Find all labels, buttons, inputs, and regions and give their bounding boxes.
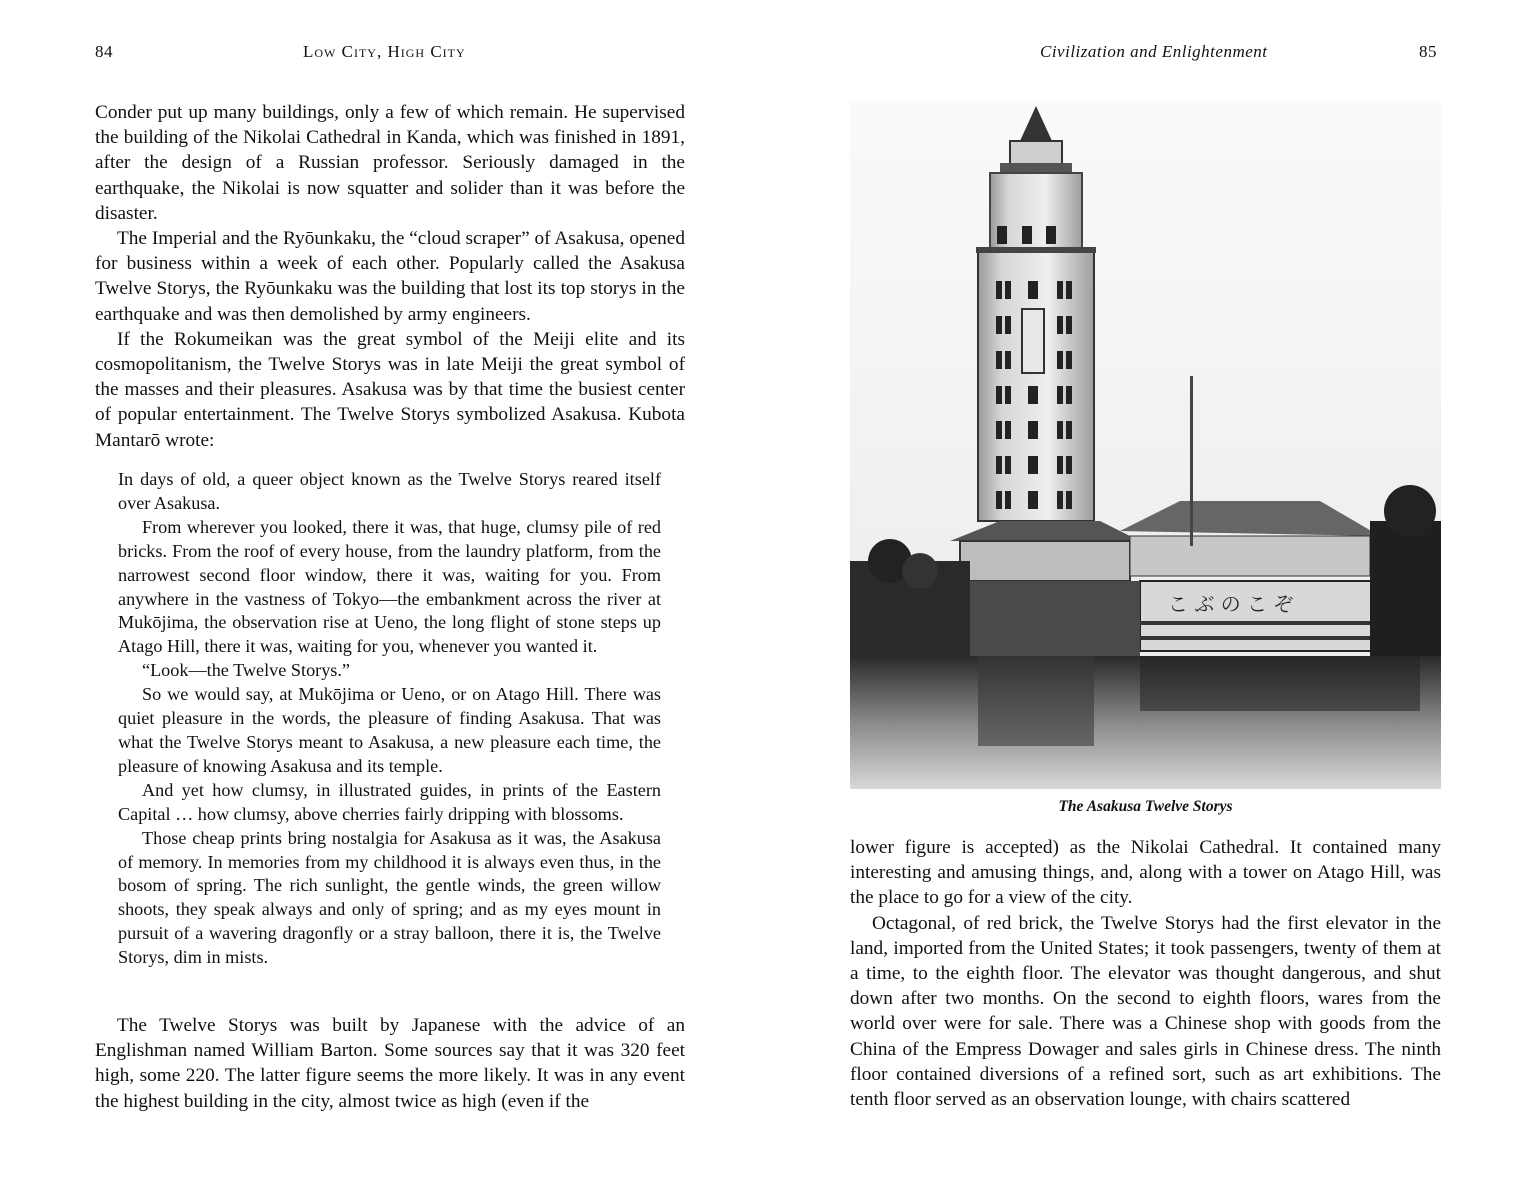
page-number-right: 85 <box>1419 42 1437 61</box>
block-quote <box>118 468 661 970</box>
paragraph: If the Rokumeikan was the great symbol of the Meiji elite and its cosmopolitanism, the Twelve Storys was in late Meiji the great symbol of the masses and their pleasures. Asakusa was by that time the busiest center of popular entertainment. The Twelve Storys symbolized Asakusa. Kubota Mantarō wrote: <box>95 328 685 451</box>
figure-caption: The Asakusa Twelve Storys <box>1058 798 1233 815</box>
paragraph: Octagonal, of red brick, the Twelve Storys had the first elevator in the land, imported from the United States; it took passengers, twenty of them at a time, to the eighth floor. The elevator was thought dangerous, and shut down after two months. On the second to eighth floors, wares from the world over were for sale. There was a Chinese shop with goods from the China of the Empress Dowager and sales girls in Chinese dress. The ninth floor contained diversions of a refined sort, such as art exhibitions. The tenth floor served as an observation lounge, with chairs scattered <box>850 912 1441 1111</box>
paragraph: Conder put up many buildings, only a few of which remain. He supervised the building of the Nikolai Cathedral in Kanda, which was finished in 1891, after the design of a Russian professor. Seriously damaged in the earthquake, the Nikolai is now squatter and solider than it was before the disaster. <box>95 102 685 224</box>
sign-text: こ ぶ の こ ぞ <box>1168 592 1294 616</box>
right-page <box>767 0 1535 1196</box>
quote-paragraph: So we would say, at Mukōjima or Ueno, or on Atago Hill. There was quiet pleasure in the words, the pleasure of finding Asakusa. That was what the Twelve Storys meant to Asakusa, a new pleasure each time, the pleasure of knowing Asakusa and its temple. <box>118 684 661 776</box>
quote-paragraph: Those cheap prints bring nostalgia for Asakusa as it was, the Asakusa of memory. In memories from my childhood it is always even thus, in the bosom of spring. The rich sunlight, the gentle winds, the green willow shoots, they speak always and only of spring; and as my eyes mount in pursuit of a wavering dragonfly or a stray balloon, there it is, the Twelve Storys, dim in mists. <box>118 827 661 968</box>
tower-photograph <box>850 101 1441 789</box>
running-head-right: Civilization and Enlightenment <box>1040 42 1268 61</box>
left-page <box>0 0 767 1196</box>
paragraph: lower figure is accepted) as the Nikolai Cathedral. It contained many interesting and amusing things, and, along with a tower on Atago Hill, was the place to go for a view of the city. <box>850 837 1441 909</box>
quote-paragraph: And yet how clumsy, in illustrated guides, in prints of the Eastern Capital … how clumsy, above cherries fairly dripping with blossoms. <box>118 779 661 824</box>
paragraph: The Twelve Storys was built by Japanese with the advice of an Englishman named William Barton. Some sources say that it was 320 feet high, some 220. The latter figure seems the more likely. It was in any event the highest building in the city, almost twice as high (even if the <box>95 1015 685 1112</box>
text-block-right <box>850 835 1441 1112</box>
quote-paragraph: In days of old, a queer object known as the Twelve Storys reared itself over Asakusa. <box>118 469 661 513</box>
text-block-bottom <box>95 1013 685 1114</box>
paragraph: The Imperial and the Ryōunkaku, the “cloud scraper” of Asakusa, opened for business within a week of each other. Popularly called the Asakusa Twelve Storys, the Ryōunkaku was the building that lost its top storys in the earthquake and was then demolished by army engineers. <box>95 228 685 325</box>
page-number-left: 84 <box>95 42 113 61</box>
running-head-left: Low City, High City <box>303 42 466 61</box>
tower-illustration <box>850 101 1441 789</box>
quote-paragraph: From wherever you looked, there it was, that huge, clumsy pile of red bricks. From the roof of every house, from the laundry platform, from the narrowest second floor window, there it was, waiting for you. From anywhere in the vastness of Tokyo—the embankment across the river at Mukōjima, the observation rise at Ueno, the long flight of stone steps up Atago Hill, there it was, waiting for you, whenever you wanted it. <box>118 516 661 657</box>
text-block-top <box>95 100 685 453</box>
quote-paragraph: “Look—the Twelve Storys.” <box>142 660 351 681</box>
